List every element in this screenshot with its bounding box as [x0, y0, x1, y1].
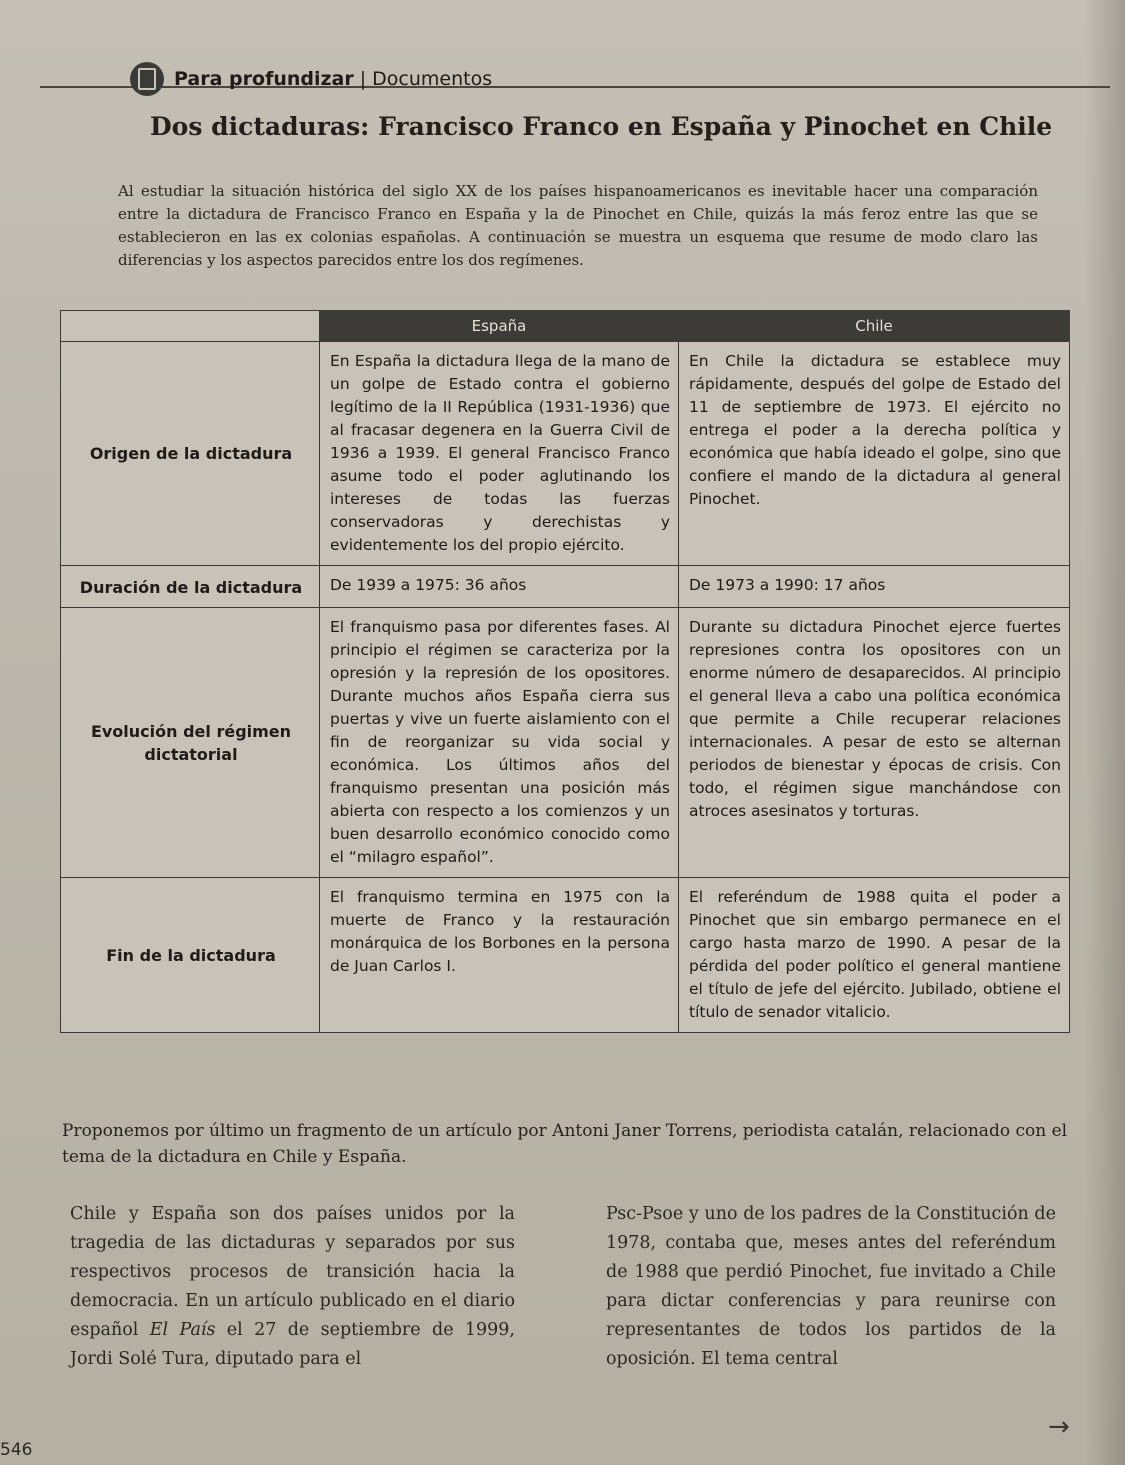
table-header-chile: Chile: [679, 311, 1070, 342]
excerpt-left-column: [70, 1200, 515, 1374]
table-row: [61, 566, 1070, 608]
row-label-origin: Origen de la dictadura: [61, 342, 320, 566]
table-row: [61, 608, 1070, 878]
table-header-spain: España: [320, 311, 679, 342]
cell-spain-end: El franquismo termina en 1975 con la muerte de Franco y la restauración monárquica de los Borbones en la persona de Juan Carlos I.: [320, 878, 679, 1033]
cell-spain-evolution: El franquismo pasa por diferentes fases. Al principio el régimen se caracteriza por la opresión y la represión de los opositores. Durante muchos años España cierra sus puertas y vive un fuerte aislamiento con el fin de reorganizar su vida social y económica. Los últimos años del franquismo presentan una posición más abierta con respecto a los comienzos y un buen desarrollo económico conocido como el “milagro español”.: [320, 608, 679, 878]
comparison-table: [60, 310, 1070, 1033]
cell-chile-duration: De 1973 a 1990: 17 años: [679, 566, 1070, 608]
excerpt-right-column: Psc-Psoe y uno de los padres de la Constitución de 1978, contaba que, meses antes del referéndum de 1988 que perdió Pinochet, fue invitado a Chile para dictar conferencias y para reunirse con representantes de todos los partidos de la oposición. El tema central: [606, 1204, 1056, 1369]
table-header-row: [61, 311, 1070, 342]
cell-spain-duration: De 1939 a 1975: 36 años: [320, 566, 679, 608]
section-label-bold: Para profundizar: [174, 68, 354, 90]
row-label-evolution: Evolución del régimen dictatorial: [61, 608, 320, 878]
row-label-end: Fin de la dictadura: [61, 878, 320, 1033]
table-header-empty: [61, 311, 320, 342]
section-label: [174, 68, 492, 90]
cell-chile-end: El referéndum de 1988 quita el poder a Pinochet que sin embargo permanece en el cargo hasta marzo de 1990. A pesar de la pérdida del poder político el general mantiene el título de jefe del ejército. Jubilado, obtiene el título de senador vitalicio.: [679, 878, 1070, 1033]
document-book-icon: [130, 62, 164, 96]
after-table-paragraph: Proponemos por último un fragmento de un artículo por Antoni Janer Torrens, periodista catalán, relacionado con el tema de la dictadura en Chile y España.: [62, 1121, 1068, 1167]
table-row: [61, 342, 1070, 566]
excerpt-left-text-b: el 27 de septiembre de 1999, Jordi Solé Tura, diputado para el: [70, 1320, 515, 1369]
excerpt-left-text-a: Chile y España son dos países unidos por la tragedia de las dictaduras y separados por sus respectivos procesos de transición hacia la democracia. En un artículo publicado en el diario español: [70, 1204, 515, 1340]
continue-arrow-icon: →: [1048, 1412, 1070, 1442]
row-label-duration: Duración de la dictadura: [61, 566, 320, 608]
page-fold-shadow: [1085, 0, 1125, 1465]
cell-spain-origin: En España la dictadura llega de la mano de un golpe de Estado contra el gobierno legítimo de la II República (1931-1936) que al fracasar degenera en la Guerra Civil de 1936 a 1939. El general Francisco Franco asume todo el poder aglutinando los intereses de todas las fuerzas conservadoras y derechistas y evidentemente los del propio ejército.: [320, 342, 679, 566]
cell-chile-evolution: Durante su dictadura Pinochet ejerce fuertes represiones contra los opositores con un enorme número de desaparecidos. Al principio el general lleva a cabo una política económica que permite a Chile recuperar relaciones internacionales. A pesar de esto se alternan periodos de bienestar y épocas de crisis. Con todo, el régimen sigue manchándose con atroces asesinatos y torturas.: [679, 608, 1070, 878]
intro-paragraph: Al estudiar la situación histórica del siglo XX de los países hispanoamericanos es inevitable hacer una comparación entre la dictadura de Francisco Franco en España y la de Pinochet en Chile, quizás la más feroz entre las que se establecieron en las ex colonias españolas. A continuación se muestra un esquema que resume de modo claro las diferencias y los aspectos parecidos entre los dos regímenes.: [118, 182, 1038, 269]
page-title: Dos dictaduras: Francisco Franco en España y Pinochet en Chile: [150, 112, 1053, 141]
section-label-text: Documentos: [372, 68, 493, 90]
page-number: 546: [0, 1440, 33, 1460]
excerpt-newspaper-name: El País: [149, 1320, 216, 1340]
section-header: [130, 62, 492, 96]
table-row: [61, 878, 1070, 1033]
section-separator: |: [359, 68, 367, 90]
cell-chile-origin: En Chile la dictadura se establece muy rápidamente, después del golpe de Estado del 11 de septiembre de 1973. El ejército no entrega el poder a la derecha política y económica que había ideado el golpe, sino que confiere el mando de la dictadura al general Pinochet.: [679, 342, 1070, 566]
